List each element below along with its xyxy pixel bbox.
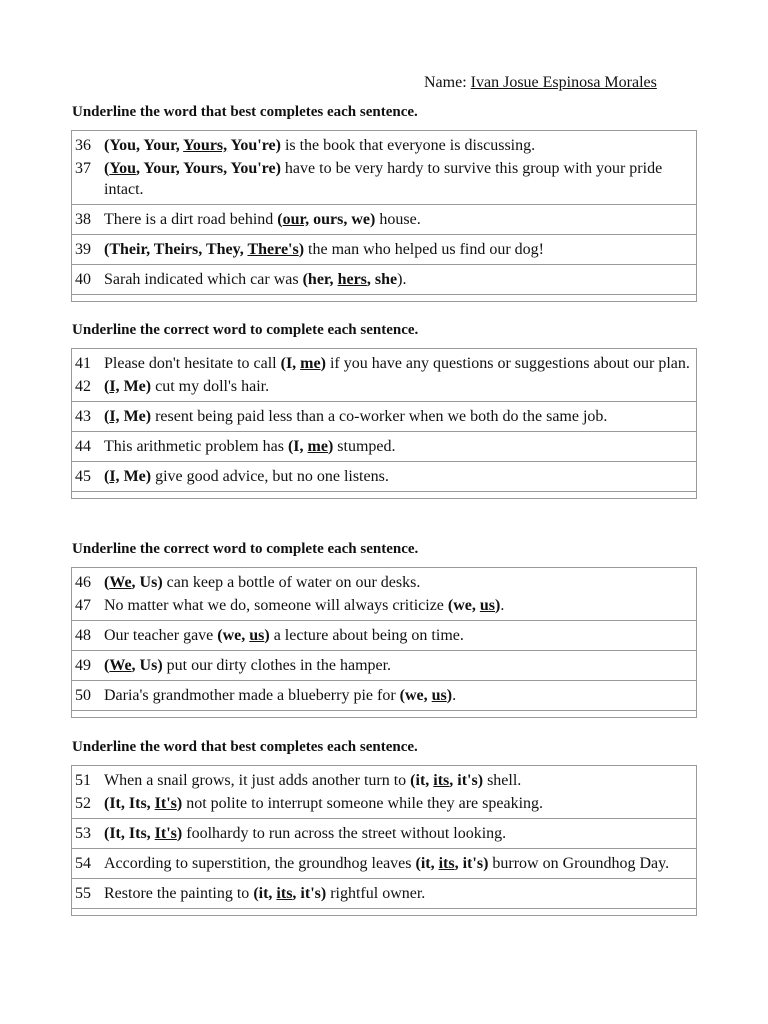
sentence-text: resent being paid less than a co-worker when we both do the same job. bbox=[151, 408, 608, 425]
sentence-text: . bbox=[452, 687, 457, 704]
question-item bbox=[75, 770, 690, 791]
question-item bbox=[75, 209, 690, 230]
answer-choices: ( bbox=[104, 657, 110, 674]
underlined-answer: me bbox=[300, 355, 321, 372]
answer-choices: , it's bbox=[454, 855, 484, 872]
name-line bbox=[424, 74, 657, 92]
answer-choices: (we, bbox=[399, 687, 432, 704]
sentence-text: have to be very hardy to survive this group with your pride intact. bbox=[104, 160, 663, 198]
question-row bbox=[72, 131, 696, 205]
answer-choices: Me) bbox=[119, 468, 152, 485]
sentence-text: house. bbox=[375, 211, 421, 228]
answer-choices: ( bbox=[104, 408, 110, 425]
question-number: 54 bbox=[75, 855, 91, 872]
underlined-answer: its bbox=[433, 772, 450, 789]
answer-choices: (her, bbox=[302, 271, 338, 288]
underlined-answer: I, bbox=[109, 378, 120, 395]
answer-choices: (It, Its, bbox=[104, 795, 155, 812]
answer-choices: , it's bbox=[449, 772, 478, 789]
answer-choices: , Us) bbox=[131, 657, 163, 674]
question-item bbox=[75, 823, 690, 844]
question-row bbox=[72, 402, 696, 432]
table-bottom-spacer bbox=[72, 711, 696, 717]
question-row bbox=[72, 432, 696, 462]
answer-choices: (Their, Theirs, They, bbox=[104, 241, 248, 258]
question-number: 49 bbox=[75, 657, 91, 674]
question-item bbox=[75, 655, 690, 676]
underlined-answer: us bbox=[249, 627, 265, 644]
answer-choices: (I, bbox=[280, 355, 301, 372]
answer-choices: ) bbox=[446, 687, 453, 704]
underlined-answer: We bbox=[109, 574, 132, 591]
question-item bbox=[75, 793, 690, 814]
section-heading-1: Underline the word that best completes each sentence. bbox=[72, 104, 418, 120]
question-number: 53 bbox=[75, 825, 91, 842]
question-item bbox=[75, 376, 690, 397]
underlined-answer: We bbox=[109, 657, 132, 674]
question-number: 39 bbox=[75, 241, 91, 258]
question-row bbox=[72, 462, 696, 492]
question-number: 46 bbox=[75, 574, 91, 591]
sentence-text: the man who helped us find our dog! bbox=[304, 241, 544, 258]
answer-choices: (we, bbox=[447, 597, 480, 614]
sentence-text: burrow on Groundhog Day. bbox=[488, 855, 670, 872]
sentence-text: if you have any questions or suggestions about our plan. bbox=[325, 355, 690, 372]
question-row bbox=[72, 766, 696, 819]
answer-choices: , Us) bbox=[131, 574, 163, 591]
question-number: 47 bbox=[75, 597, 91, 614]
answer-choices: (I, bbox=[287, 438, 308, 455]
answer-choices: (it, bbox=[253, 885, 277, 902]
underlined-answer: It's bbox=[154, 795, 177, 812]
answer-choices: Me) bbox=[119, 408, 152, 425]
sentence-text: a lecture about being on time. bbox=[269, 627, 464, 644]
answer-choices: ) bbox=[477, 772, 484, 789]
question-item bbox=[75, 625, 690, 646]
underlined-answer: hers bbox=[337, 271, 367, 288]
question-number: 43 bbox=[75, 408, 91, 425]
sentence-text: There is a dirt road behind bbox=[104, 211, 278, 228]
sentence-text: is the book that everyone is discussing. bbox=[280, 137, 536, 154]
answer-choices: ) bbox=[320, 885, 327, 902]
answer-choices: ) bbox=[264, 627, 270, 644]
sentence-text: Daria's grandmother made a blueberry pie for bbox=[104, 687, 400, 704]
answer-choices: , Your, Yours, You're bbox=[136, 160, 276, 177]
answer-choices: ( bbox=[277, 211, 283, 228]
sentence-text: Restore the painting to bbox=[104, 885, 254, 902]
answer-choices: ( bbox=[104, 468, 110, 485]
answer-choices: ) bbox=[275, 137, 281, 154]
answer-choices: ) bbox=[320, 355, 326, 372]
sentence-text: When a snail grows, it just adds another turn to bbox=[104, 772, 411, 789]
answer-choices: ( bbox=[104, 160, 110, 177]
underlined-answer: our, bbox=[282, 211, 310, 228]
underlined-answer: us bbox=[479, 597, 495, 614]
question-number: 37 bbox=[75, 160, 91, 177]
answer-choices: ) bbox=[176, 825, 183, 842]
answer-choices: ( bbox=[104, 378, 110, 395]
answer-choices: You bbox=[109, 137, 137, 154]
answer-choices: ) bbox=[327, 438, 334, 455]
sentence-text: shell. bbox=[483, 772, 522, 789]
underlined-answer: You bbox=[109, 160, 137, 177]
question-number: 45 bbox=[75, 468, 91, 485]
question-number: 41 bbox=[75, 355, 91, 372]
question-box-1 bbox=[71, 130, 697, 302]
question-row bbox=[72, 235, 696, 265]
underlined-answer: us bbox=[431, 687, 447, 704]
sentence-text: This arithmetic problem has bbox=[104, 438, 288, 455]
answer-choices: You're bbox=[227, 137, 276, 154]
question-number: 50 bbox=[75, 687, 91, 704]
question-box-4 bbox=[71, 765, 697, 916]
sentence-text: No matter what we do, someone will always criticize bbox=[104, 597, 448, 614]
answer-choices: ) bbox=[176, 795, 183, 812]
answer-choices: ) bbox=[370, 211, 376, 228]
section-heading-2: Underline the correct word to complete each sentence. bbox=[72, 322, 419, 338]
question-item bbox=[75, 239, 690, 260]
answer-choices: ) bbox=[275, 160, 281, 177]
underlined-answer: I, bbox=[109, 468, 120, 485]
answer-choices: ( bbox=[104, 574, 110, 591]
question-row bbox=[72, 568, 696, 621]
sentence-text: not polite to interrupt someone while they are speaking. bbox=[182, 795, 544, 812]
question-item bbox=[75, 406, 690, 427]
underlined-answer: It's bbox=[154, 825, 177, 842]
question-number: 55 bbox=[75, 885, 91, 902]
underlined-answer: I, bbox=[109, 408, 120, 425]
answer-choices: , Your, bbox=[136, 137, 184, 154]
question-item bbox=[75, 466, 690, 487]
question-box-3 bbox=[71, 567, 697, 718]
answer-choices: , it's bbox=[292, 885, 321, 902]
question-row bbox=[72, 265, 696, 295]
sentence-text: can keep a bottle of water on our desks. bbox=[162, 574, 421, 591]
name-value: Ivan Josue Espinosa Morales bbox=[470, 74, 657, 91]
sentence-text: Please don't hesitate to call bbox=[104, 355, 281, 372]
answer-choices: (we, bbox=[217, 627, 250, 644]
question-row bbox=[72, 681, 696, 711]
question-item bbox=[75, 685, 690, 706]
question-number: 44 bbox=[75, 438, 91, 455]
underlined-answer: There's bbox=[247, 241, 299, 258]
question-box-2 bbox=[71, 348, 697, 499]
question-row bbox=[72, 879, 696, 909]
sentence-text: give good advice, but no one listens. bbox=[151, 468, 389, 485]
answer-choices: ours, we bbox=[309, 211, 371, 228]
underlined-answer: its bbox=[438, 855, 455, 872]
question-number: 48 bbox=[75, 627, 91, 644]
question-row bbox=[72, 849, 696, 879]
sentence-text: stumped. bbox=[333, 438, 396, 455]
sentence-text: cut my doll's hair. bbox=[151, 378, 270, 395]
question-row bbox=[72, 349, 696, 402]
question-number: 36 bbox=[75, 137, 91, 154]
underlined-answer: its bbox=[276, 885, 293, 902]
table-bottom-spacer bbox=[72, 909, 696, 915]
question-item bbox=[75, 158, 690, 200]
sentence-text: foolhardy to run across the street without looking. bbox=[182, 825, 507, 842]
sentence-text: Sarah indicated which car was bbox=[104, 271, 303, 288]
question-number: 40 bbox=[75, 271, 91, 288]
question-item bbox=[75, 572, 690, 593]
underlined-answer: me bbox=[307, 438, 328, 455]
question-row bbox=[72, 205, 696, 235]
underlined-answer: Yours, bbox=[183, 137, 228, 154]
sentence-text: rightful owner. bbox=[326, 885, 426, 902]
table-bottom-spacer bbox=[72, 295, 696, 301]
sentence-text: . bbox=[500, 597, 505, 614]
answer-choices: ) bbox=[483, 855, 489, 872]
question-number: 38 bbox=[75, 211, 91, 228]
question-item bbox=[75, 135, 690, 156]
name-label: Name: bbox=[424, 74, 467, 91]
answer-choices: Me) bbox=[119, 378, 152, 395]
section-heading-4: Underline the word that best completes each sentence. bbox=[72, 739, 418, 755]
answer-choices: (it, bbox=[415, 855, 439, 872]
question-row bbox=[72, 819, 696, 849]
sentence-text: put our dirty clothes in the hamper. bbox=[162, 657, 392, 674]
question-number: 52 bbox=[75, 795, 91, 812]
answer-choices: ) bbox=[495, 597, 501, 614]
question-item bbox=[75, 853, 690, 874]
sentence-text: Our teacher gave bbox=[104, 627, 218, 644]
question-item bbox=[75, 269, 690, 290]
question-row bbox=[72, 621, 696, 651]
sentence-text: ). bbox=[397, 271, 407, 288]
answer-choices: ( bbox=[104, 137, 110, 154]
answer-choices: (It, Its, bbox=[104, 825, 155, 842]
sentence-text: According to superstition, the groundhog leaves bbox=[104, 855, 416, 872]
question-item bbox=[75, 436, 690, 457]
question-item bbox=[75, 353, 690, 374]
answer-choices: , she bbox=[366, 271, 398, 288]
question-number: 42 bbox=[75, 378, 91, 395]
question-row bbox=[72, 651, 696, 681]
table-bottom-spacer bbox=[72, 492, 696, 498]
question-number: 51 bbox=[75, 772, 91, 789]
section-heading-3: Underline the correct word to complete each sentence. bbox=[72, 541, 419, 557]
answer-choices: (it, bbox=[410, 772, 434, 789]
answer-choices: ) bbox=[298, 241, 305, 258]
question-item bbox=[75, 883, 690, 904]
question-item bbox=[75, 595, 690, 616]
